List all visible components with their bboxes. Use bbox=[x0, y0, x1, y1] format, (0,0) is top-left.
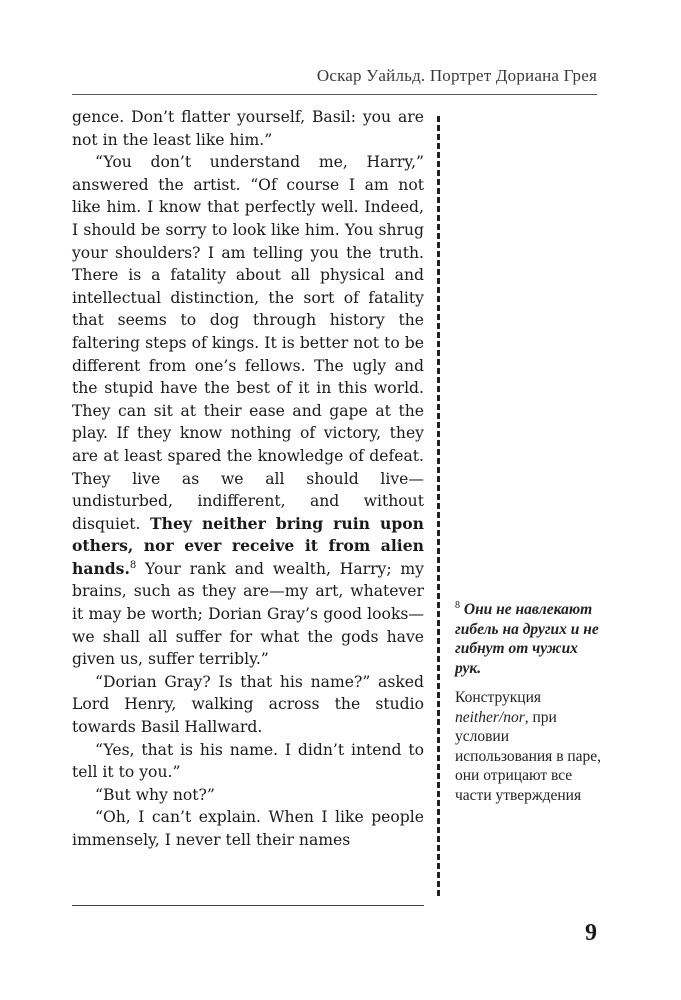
paragraph: “Dorian Gray? Is that his name?” asked Lord Henry, walking across the studio towards Basil Hallward. bbox=[72, 672, 424, 737]
footnote-reference: 8 bbox=[129, 559, 137, 571]
note-number: 8 bbox=[455, 600, 460, 611]
running-title: Оскар Уайльд. Портрет Дориана Грея bbox=[316, 66, 597, 85]
paragraph: “But why not?” bbox=[95, 785, 215, 804]
explanation-suffix: , при условии использования в паре, они отрицают все части утверждения bbox=[455, 708, 602, 804]
note-explanation bbox=[455, 688, 605, 805]
explanation-term: neither/nor bbox=[455, 708, 525, 726]
text-run: “You don’t understand me, Harry,” answered the artist. “Of course I am not like him. I know that perfectly well. Indeed, I should be sorry to look like him. You shrug your shoulders? I am telling you the truth. There is a fatality about all physical and intellectual distinction, the sort of fatality that seems to dog through history the faltering steps of kings. It is better not to be different from one’s fellows. The ugly and the stupid have the best of it in this world. They can sit at their ease and gape at the play. If they know nothing of victory, they are at least spared the knowledge of defeat. They live as we all should live—undisturbed, indifferent, and without disquiet. bbox=[72, 153, 424, 533]
main-text bbox=[72, 106, 424, 852]
paragraph: “Yes, that is his name. I didn’t intend to tell it to you.” bbox=[72, 740, 424, 782]
page-number: 9 bbox=[585, 920, 597, 946]
text-run: Your rank and wealth, Harry; my brains, such as they are—my art, whatever it may be worth; Dorian Gray’s good looks—we shall all suffer for what the gods have given us, suffer terribly.” bbox=[72, 559, 424, 669]
footer-rule bbox=[72, 905, 424, 906]
margin-note bbox=[455, 596, 605, 805]
note-translation bbox=[455, 596, 605, 678]
paragraph: gence. Don’t flatter yourself, Basil: you are not in the least like him.” bbox=[72, 108, 424, 149]
paragraph bbox=[72, 151, 424, 671]
paragraph: “Oh, I can’t explain. When I like people immensely, I never tell their names bbox=[72, 808, 424, 849]
highlighted-phrase: They neither bring ruin upon others, nor ever receive it from alien hands. bbox=[72, 513, 424, 578]
header-rule bbox=[72, 94, 597, 95]
translation-text: Они не навлекают гибель на других и не гибнут от чужих рук. bbox=[455, 601, 599, 677]
explanation-prefix: Конструкция bbox=[455, 689, 541, 707]
margin-divider bbox=[437, 116, 440, 896]
